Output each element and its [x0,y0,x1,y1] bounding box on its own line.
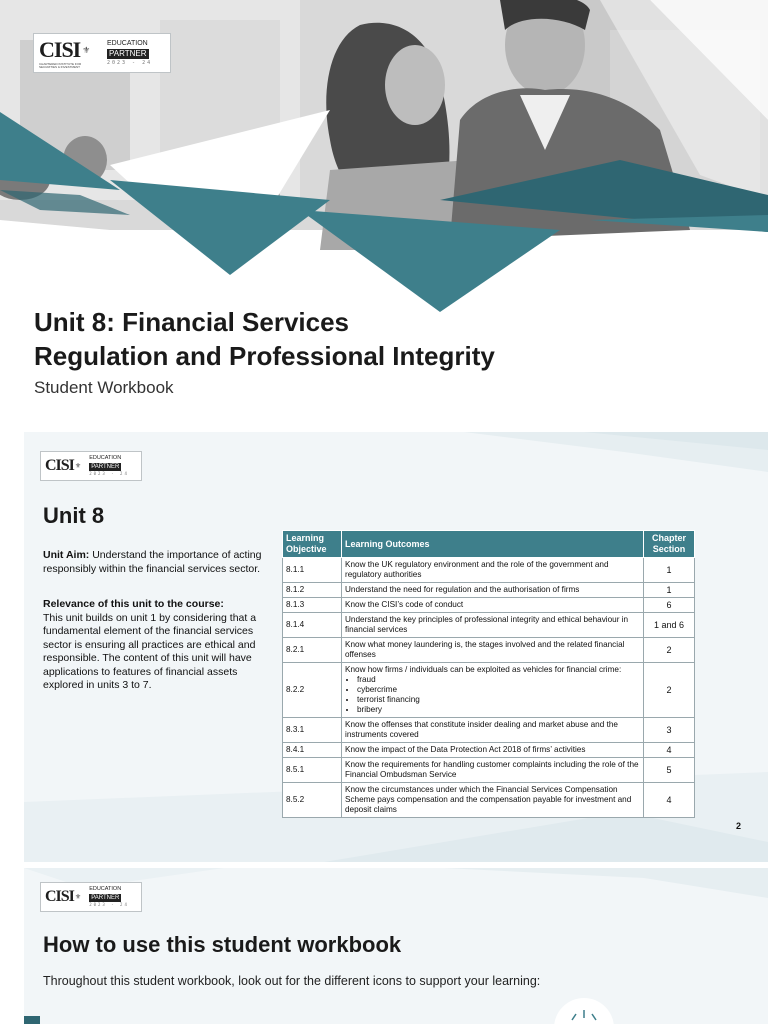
unit-aim [43,549,265,576]
learning-objective-code: 8.2.1 [283,638,342,663]
page-corner-accent [24,1016,40,1024]
learning-objective-code: 8.4.1 [283,743,342,758]
logo-education: EDUCATION [89,455,122,462]
chapter-section-cell: 6 [644,598,695,613]
learning-outcome-cell [342,558,644,583]
chapter-section-cell: 2 [644,663,695,718]
logo-partner-badge: PARTNER [91,894,120,901]
header-learning-outcomes: Learning Outcomes [342,531,644,558]
table-row [283,598,695,613]
learning-outcome-text: Know the CISI’s code of conduct [345,600,464,609]
outcome-bullet: • cybercrime [357,685,640,695]
table-row [283,638,695,663]
learning-outcome-cell [342,613,644,638]
learning-outcome-cell [342,638,644,663]
chapter-section-cell: 4 [644,743,695,758]
logo-education: EDUCATION [107,40,148,48]
unit-aim-text: Understand the importance of acting responsibly within the financial services sector. [43,549,262,575]
logo-partner-badge: PARTNER [91,463,120,470]
learning-outcome-text: Know the offenses that constitute insider dealing and market abuse and the instruments covered [345,720,618,739]
learning-objective-code: 8.5.1 [283,758,342,783]
learning-outcome-text: Know the circumstances under which the Financial Services Compensation Scheme pays compensation and the compensation payable for investment and deposit claims [345,785,632,814]
logo-year: 2023 - 24 [107,59,153,66]
chapter-section-cell: 1 [644,558,695,583]
relevance-label: Relevance of this unit to the course: [43,598,224,610]
cisi-education-partner-logo [40,882,142,912]
table-row [283,718,695,743]
cover-title-line1: Unit 8: Financial Services [34,307,350,337]
logo-education: EDUCATION [89,886,122,893]
learning-outcome-text: Know the requirements for handling customer complaints including the role of the Financial Ombudsman Service [345,760,639,779]
learning-outcome-text: Understand the need for regulation and the authorisation of firms [345,585,580,594]
outcome-bullet: • fraud [357,675,640,685]
table-header-row [283,531,695,558]
learning-outcome-cell [342,743,644,758]
learning-outcome-cell [342,598,644,613]
logo-partner-badge: PARTNER [109,48,147,58]
learning-outcome-text: Know what money laundering is, the stages involved and the related financial offenses [345,640,625,659]
learning-outcome-text: Understand the key principles of professional integrity and ethical behaviour in financial services [345,615,629,634]
cisi-education-partner-logo [33,33,171,73]
learning-outcome-cell [342,718,644,743]
page-number: 2 [736,821,742,831]
outcome-bullet: • bribery [357,705,640,715]
learning-objective-code: 8.1.3 [283,598,342,613]
table-row [283,583,695,598]
learning-outcome-cell [342,783,644,818]
cover-subtitle: Student Workbook [34,378,174,397]
crest-icon: ⚜ [82,44,91,55]
table-row [283,558,695,583]
logo-year: 2023 - 24 [89,470,129,476]
howto-body: Throughout this student workbook, look out for the different icons to support your learning: [43,974,541,988]
learning-objective-code: 8.3.1 [283,718,342,743]
outcome-bullet-list [345,675,640,715]
learning-objective-code: 8.2.2 [283,663,342,718]
crest-icon: ⚜ [74,463,82,470]
unit-aim-label: Unit Aim: [43,549,90,561]
learning-outcome-text: Know the impact of the Data Protection Act 2018 of firms’ activities [345,745,586,754]
chapter-section-cell: 1 and 6 [644,613,695,638]
cover-title [34,305,734,373]
cisi-wordmark: CISI [39,37,81,62]
table-row [283,758,695,783]
header-learning-objective: Learning Objective [283,531,342,558]
learning-outcome-cell [342,663,644,718]
table-row [283,783,695,818]
chapter-section-cell: 3 [644,718,695,743]
unit-heading: Unit 8 [43,503,105,528]
cisi-education-partner-logo [40,451,142,481]
learning-objective-code: 8.1.2 [283,583,342,598]
unit-overview-page [24,432,768,862]
how-to-use-page [24,868,768,1024]
unit-relevance [43,598,265,693]
table-row [283,663,695,718]
learning-objective-code: 8.5.2 [283,783,342,818]
learning-outcome-text: Know how firms / individuals can be exploited as vehicles for financial crime: [345,665,622,674]
chapter-section-cell: 4 [644,783,695,818]
table-row [283,743,695,758]
howto-heading: How to use this student workbook [43,932,402,957]
cover-title-line2: Regulation and Professional Integrity [34,341,495,371]
logo-org-line: CHARTERED INSTITUTE FOR SECURITIES & INVESTMENT [39,62,82,69]
learning-outcome-cell [342,758,644,783]
learning-outcome-cell [342,583,644,598]
logo-year: 2023 - 24 [89,901,129,907]
table-row [283,613,695,638]
chapter-section-cell: 1 [644,583,695,598]
relevance-text: This unit builds on unit 1 by considering that a fundamental element of the financial services sector is ensuring all practices are ethical and responsible. The content of this unit will have applications to features of financial assets explored in units 3 to 7. [43,611,257,691]
learning-outcome-text: Know the UK regulatory environment and the role of the government and regulatory authorities [345,560,609,579]
learning-objective-code: 8.1.1 [283,558,342,583]
crest-icon: ⚜ [74,894,82,901]
header-chapter-section: Chapter Section [644,531,695,558]
learning-objective-code: 8.1.4 [283,613,342,638]
chapter-section-cell: 2 [644,638,695,663]
cisi-wordmark: CISI [45,888,74,905]
chapter-section-cell: 5 [644,758,695,783]
learning-outcomes-table [282,530,695,818]
cover-page [0,0,768,420]
cisi-wordmark: CISI [45,457,74,474]
outcome-bullet: • terrorist financing [357,695,640,705]
